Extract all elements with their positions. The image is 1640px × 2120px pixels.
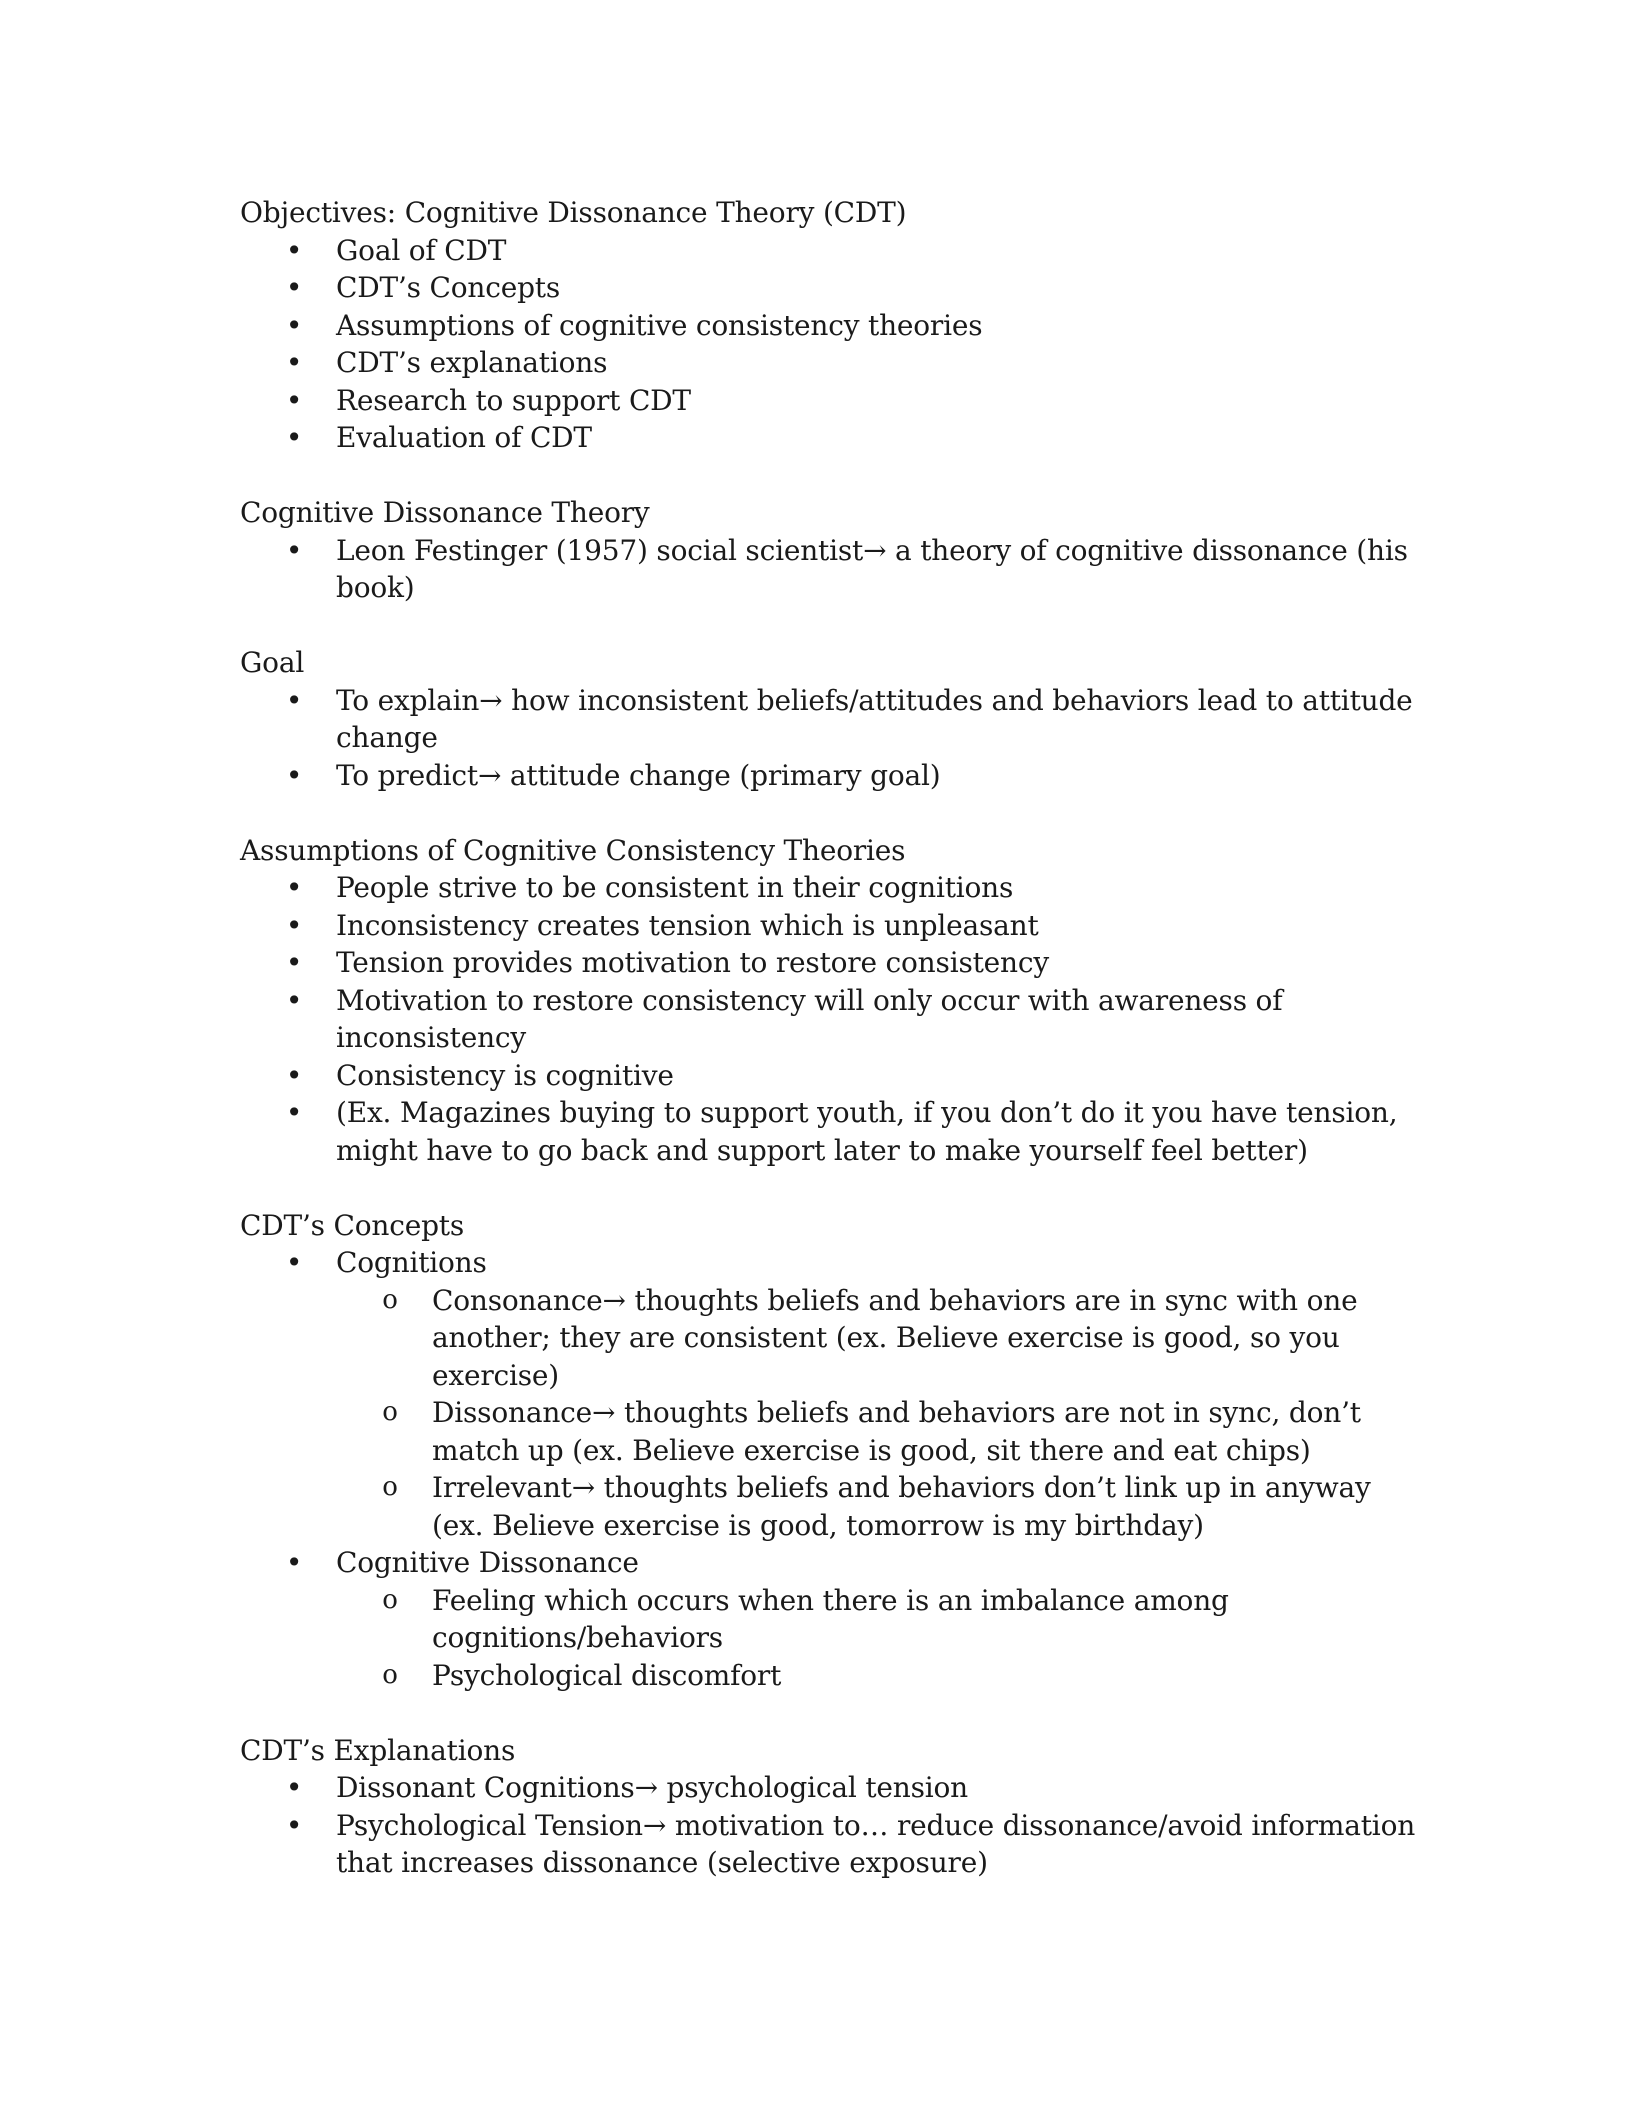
sub-list-item bbox=[382, 1582, 1420, 1657]
sub-list-item-text: Irrelevant→ thoughts beliefs and behaviors don’t link up in anyway (ex. Believe exercise is good, tomorrow is my birthday) bbox=[432, 1471, 1371, 1542]
bullet-icon: • bbox=[285, 1096, 303, 1129]
list-item-text: Research to support CDT bbox=[336, 383, 691, 417]
bullet-icon: • bbox=[285, 1546, 303, 1579]
bullet-icon: • bbox=[285, 1058, 303, 1092]
list-item bbox=[285, 1769, 1420, 1807]
list-item bbox=[285, 419, 1420, 457]
bullet-list bbox=[240, 232, 1420, 457]
circle-bullet-icon: o bbox=[382, 1584, 398, 1615]
list-item-text: People strive to be consistent in their cognitions bbox=[336, 871, 1014, 904]
list-item-text: Assumptions of cognitive consistency theories bbox=[336, 308, 983, 342]
list-item bbox=[285, 907, 1420, 945]
bullet-icon: • bbox=[285, 1808, 303, 1842]
circle-bullet-icon: o bbox=[382, 1472, 398, 1502]
section-heading: CDT’s Concepts bbox=[240, 1208, 465, 1242]
bullet-list bbox=[240, 1769, 1420, 1882]
list-item-text: CDT’s Concepts bbox=[336, 271, 561, 304]
list-item-text: To explain→ how inconsistent beliefs/attitudes and behaviors lead to attitude change bbox=[336, 683, 1413, 754]
bullet-icon: • bbox=[285, 908, 303, 942]
bullet-list bbox=[240, 1244, 1420, 1694]
list-item bbox=[285, 944, 1420, 982]
circle-bullet-icon: o bbox=[382, 1284, 398, 1315]
sub-list-item bbox=[382, 1657, 1420, 1695]
bullet-icon: • bbox=[285, 383, 303, 417]
bullet-icon: • bbox=[285, 1246, 303, 1279]
bullet-list bbox=[240, 869, 1420, 1169]
bullet-list bbox=[240, 532, 1420, 607]
list-item-text: Goal of CDT bbox=[336, 233, 507, 267]
bullet-icon: • bbox=[285, 1771, 303, 1804]
list-item-text: Evaluation of CDT bbox=[336, 421, 592, 454]
section bbox=[240, 1207, 1420, 1695]
list-item-text: Inconsistency creates tension which is unpleasant bbox=[336, 908, 1039, 942]
section bbox=[240, 194, 1420, 457]
sub-list-item-text: Feeling which occurs when there is an imbalance among cognitions/behaviors bbox=[432, 1583, 1229, 1654]
list-item-text: Cognitions bbox=[336, 1246, 487, 1279]
list-item-text: Dissonant Cognitions→ psychological tension bbox=[336, 1771, 969, 1804]
section bbox=[240, 644, 1420, 794]
bullet-icon: • bbox=[285, 533, 303, 567]
list-item bbox=[285, 982, 1420, 1057]
circle-bullet-icon: o bbox=[382, 1659, 398, 1690]
list-item bbox=[285, 869, 1420, 907]
bullet-icon: • bbox=[285, 421, 303, 454]
bullet-icon: • bbox=[285, 871, 303, 904]
section bbox=[240, 832, 1420, 1170]
bullet-icon: • bbox=[285, 946, 303, 979]
list-item-text: Psychological Tension→ motivation to… reduce dissonance/avoid information that increases dissonance (selective exposure) bbox=[336, 1808, 1416, 1879]
list-item bbox=[285, 1094, 1420, 1169]
section-heading: Goal bbox=[240, 646, 305, 679]
bullet-icon: • bbox=[285, 308, 303, 342]
sub-list-item bbox=[382, 1282, 1420, 1395]
list-item bbox=[285, 682, 1420, 757]
bullet-icon: • bbox=[285, 271, 303, 304]
list-item bbox=[285, 1057, 1420, 1095]
sub-list-item-text: Consonance→ thoughts beliefs and behaviors are in sync with one another; they are consistent (ex. Believe exercise is good, so you exercise) bbox=[432, 1283, 1358, 1392]
bullet-icon: • bbox=[285, 233, 303, 267]
bullet-icon: • bbox=[285, 346, 303, 379]
list-item-text: Cognitive Dissonance bbox=[336, 1546, 639, 1579]
section-heading: Cognitive Dissonance Theory bbox=[240, 496, 650, 529]
document-content bbox=[240, 194, 1420, 1919]
circle-bullet-icon: o bbox=[382, 1397, 398, 1427]
sub-list-item-text: Psychological discomfort bbox=[432, 1658, 782, 1692]
list-item-text: Consistency is cognitive bbox=[336, 1058, 674, 1092]
sub-list-item bbox=[382, 1469, 1420, 1544]
section-heading: Objectives: Cognitive Dissonance Theory (CDT) bbox=[240, 196, 907, 229]
list-item bbox=[285, 307, 1420, 345]
list-item-text: Motivation to restore consistency will only occur with awareness of inconsistency bbox=[336, 983, 1283, 1054]
list-item bbox=[285, 757, 1420, 795]
list-item bbox=[285, 344, 1420, 382]
list-item bbox=[285, 269, 1420, 307]
list-item-text: Leon Festinger (1957) social scientist→ a theory of cognitive dissonance (his book) bbox=[336, 533, 1408, 604]
list-item-text: Tension provides motivation to restore consistency bbox=[336, 946, 1049, 979]
sub-bullet-list bbox=[336, 1582, 1420, 1695]
list-item bbox=[285, 532, 1420, 607]
sub-bullet-list bbox=[336, 1282, 1420, 1545]
bullet-icon: • bbox=[285, 683, 303, 717]
list-item-text: CDT’s explanations bbox=[336, 346, 608, 379]
list-item bbox=[285, 1807, 1420, 1882]
list-item bbox=[285, 232, 1420, 270]
list-item-text: To predict→ attitude change (primary goal) bbox=[336, 758, 941, 792]
list-item bbox=[285, 1544, 1420, 1694]
sub-list-item bbox=[382, 1394, 1420, 1469]
list-item bbox=[285, 382, 1420, 420]
list-item-text: (Ex. Magazines buying to support youth, if you don’t do it you have tension, might have to go back and support later to make yourself feel better) bbox=[336, 1096, 1398, 1167]
section bbox=[240, 494, 1420, 607]
section-heading: Assumptions of Cognitive Consistency Theories bbox=[240, 833, 906, 867]
section bbox=[240, 1732, 1420, 1882]
bullet-icon: • bbox=[285, 758, 303, 792]
section-heading: CDT’s Explanations bbox=[240, 1733, 516, 1767]
bullet-icon: • bbox=[285, 983, 303, 1017]
bullet-list bbox=[240, 682, 1420, 795]
list-item bbox=[285, 1244, 1420, 1544]
sub-list-item-text: Dissonance→ thoughts beliefs and behaviors are not in sync, don’t match up (ex. Believe exercise is good, sit there and eat chips) bbox=[432, 1396, 1361, 1467]
